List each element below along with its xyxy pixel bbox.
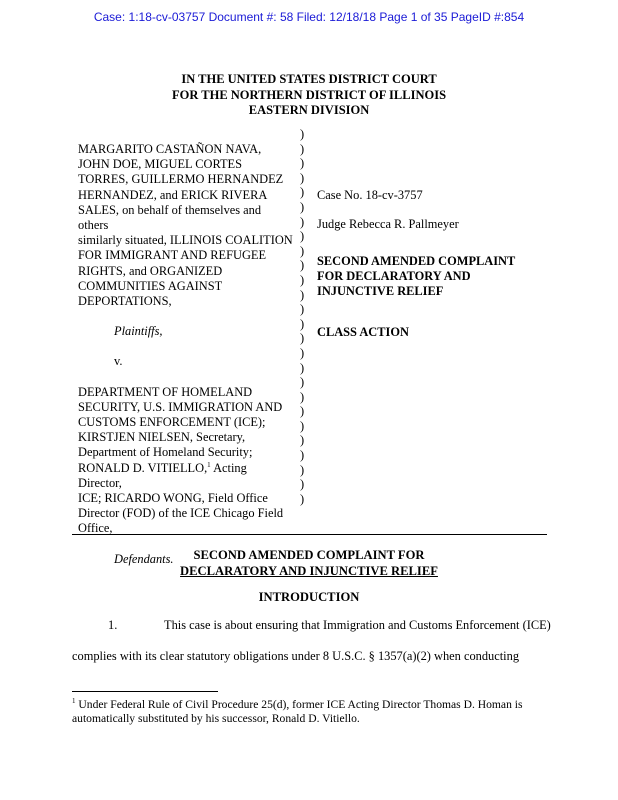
class-action-label: CLASS ACTION <box>317 325 409 339</box>
defendant-line: KIRSTJEN NIELSEN, Secretary, <box>78 430 246 445</box>
caption-paren-column: ) ) ) ) ) ) ) ) ) ) ) ) ) ) ) ) ) ) ) ) ) ) ) ) ) ) <box>300 127 305 506</box>
defendant-line: SECURITY, U.S. IMMIGRATION AND <box>78 399 283 414</box>
defendant-line: Director (FOD) of the ICE Chicago Field <box>78 506 284 521</box>
defendant-line: ICE; RICARDO WONG, Field Office <box>78 491 268 506</box>
plaintiffs-label: Plaintiffs, <box>114 324 163 339</box>
plaintiff-line: SALES, on behalf of themselves and others <box>78 202 262 233</box>
defendants-label: Defendants. <box>114 551 174 566</box>
court-district-line: FOR THE NORTHERN DISTRICT OF ILLINOIS <box>171 87 447 102</box>
court-caption <box>0 72 618 119</box>
versus-label: v. <box>114 354 123 369</box>
defendant-line: DEPARTMENT OF HOMELAND <box>78 384 253 399</box>
footnote: $^1$ Under Federal Rule of Civil Procedure 25(d), former ICE Acting Director Thomas D. Homan is automatically substituted by his successor, Ronald D. Vitiello. <box>72 697 523 725</box>
complaint-title: SECOND AMENDED COMPLAINT FOR DECLARATORY AND INJUNCTIVE RELIEF <box>180 548 438 578</box>
document-title-box: SECOND AMENDED COMPLAINT FOR DECLARATORY AND INJUNCTIVE RELIEF <box>317 254 516 298</box>
case-number: Case No. 18-cv-3757 <box>317 188 423 202</box>
plaintiff-line: COMMUNITIES AGAINST <box>78 278 223 293</box>
footnote-reference[interactable]: 1 <box>207 460 211 469</box>
party-block <box>78 142 293 567</box>
defendant-line: Department of Homeland Security; <box>78 445 253 460</box>
plaintiff-line: TORRES, GUILLERMO HERNANDEZ <box>78 172 284 187</box>
court-name-line: IN THE UNITED STATES DISTRICT COURT <box>181 72 437 86</box>
defendant-line-vitiello: RONALD D. VITIELLO,$^1$ Acting Director, <box>78 460 247 490</box>
judge-name: Judge Rebecca R. Pallmeyer <box>317 217 459 231</box>
plaintiff-line: JOHN DOE, MIGUEL CORTES <box>78 157 242 172</box>
plaintiff-line: HERNANDEZ, and ERICK RIVERA <box>78 187 268 202</box>
paragraph-1-line2: complies with its clear statutory obligations under 8 U.S.C. § 1357(a)(2) when conducting <box>72 649 520 663</box>
ecf-header-stamp: Case: 1:18-cv-03757 Document #: 58 Filed: 12/18/18 Page 1 of 35 PageID #:854 <box>93 10 525 24</box>
plaintiff-line: RIGHTS, and ORGANIZED <box>78 263 223 278</box>
plaintiff-line: MARGARITO CASTAÑON NAVA, <box>78 142 262 156</box>
paragraph-1-line1: 1. This case is about ensuring that Immigration and Customs Enforcement (ICE) <box>108 618 551 632</box>
section-heading: INTRODUCTION <box>258 590 360 604</box>
footnote-separator <box>72 691 218 692</box>
plaintiff-line: FOR IMMIGRANT AND REFUGEE <box>78 248 267 263</box>
plaintiff-line: DEPORTATIONS, <box>78 294 172 309</box>
defendant-line: CUSTOMS ENFORCEMENT (ICE); <box>78 415 266 430</box>
caption-divider <box>72 534 547 535</box>
court-division-line: EASTERN DIVISION <box>248 103 370 117</box>
plaintiff-line: similarly situated, ILLINOIS COALITION <box>78 233 293 248</box>
defendant-line: Office, <box>78 521 113 536</box>
